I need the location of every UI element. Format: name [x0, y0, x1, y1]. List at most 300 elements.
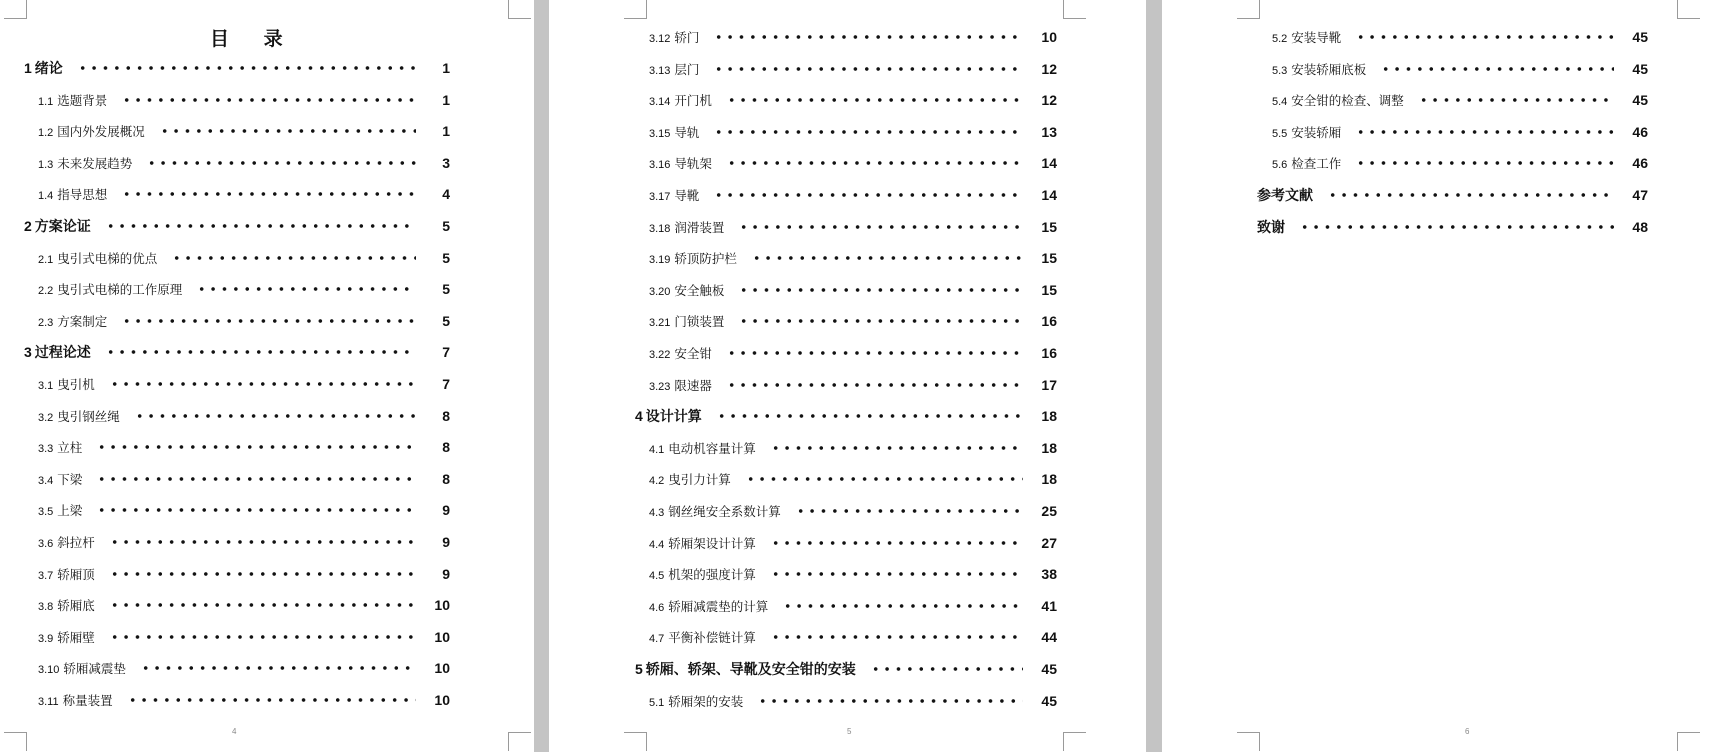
toc-entry-page: 10 — [1041, 29, 1057, 45]
toc-entry-page: 10 — [434, 628, 450, 645]
toc-entry-label — [649, 123, 713, 141]
dot-leader — [738, 318, 1023, 324]
dot-leader — [1355, 129, 1614, 135]
toc-entry-text: 方案论证 — [34, 219, 91, 235]
page-2 — [549, 0, 1146, 752]
toc-entry-page: 8 — [442, 439, 450, 456]
toc-entry[interactable] — [649, 343, 1057, 363]
dot-leader — [770, 571, 1023, 577]
dot-leader — [146, 160, 416, 166]
toc-entry-label — [38, 659, 140, 677]
toc-entry[interactable] — [38, 184, 450, 204]
dot-leader — [109, 602, 416, 608]
toc-entry-text: 设计计算 — [645, 409, 702, 426]
toc-entry-number: 5.5 — [1272, 127, 1288, 140]
toc-entry-number: 3.11 — [38, 696, 59, 708]
dot-leader — [795, 508, 1023, 514]
toc-entry-text: 参考文献 — [1257, 188, 1313, 204]
toc-entry-page: 7 — [442, 376, 450, 392]
toc-entry-text: 导轨架 — [674, 156, 712, 172]
toc-entry[interactable] — [38, 627, 450, 647]
toc-entry-text: 轿顶防护栏 — [674, 251, 737, 267]
toc-entry-label — [649, 565, 770, 583]
toc-entry-label — [1272, 154, 1355, 172]
toc-entry[interactable] — [649, 59, 1057, 79]
toc-entry[interactable] — [38, 564, 450, 584]
toc-entry[interactable] — [649, 122, 1057, 142]
toc-entry-text: 曳引机 — [57, 377, 95, 392]
dot-leader — [121, 318, 416, 324]
toc-entry[interactable] — [649, 691, 1057, 711]
toc-entry[interactable] — [649, 280, 1057, 300]
toc-entry-text: 机架的强度计算 — [668, 567, 756, 583]
toc-entry-number: 3.9 — [38, 632, 54, 645]
toc-entry[interactable] — [1272, 122, 1648, 142]
toc-entry-number: 1.1 — [38, 95, 54, 108]
toc-entry-label — [649, 249, 751, 267]
toc-entry-number: 3.18 — [649, 222, 671, 235]
toc-entry-page: 1 — [442, 91, 450, 108]
toc-entry-text: 安装导靴 — [1291, 30, 1342, 45]
dot-leader — [726, 350, 1023, 356]
toc-entry[interactable] — [38, 90, 450, 110]
toc-entry[interactable] — [1272, 27, 1648, 47]
toc-entry-page: 45 — [1041, 661, 1057, 677]
toc-entry[interactable] — [649, 311, 1057, 331]
toc-entry-text: 导靴 — [674, 188, 700, 203]
toc-entry-label — [649, 218, 738, 236]
toc-entry-page: 44 — [1041, 629, 1057, 646]
toc-entry-number: 3.3 — [38, 443, 54, 456]
toc-entry-text: 润滑装置 — [674, 219, 725, 235]
dot-leader — [127, 697, 416, 703]
toc-entry-text: 曳引力计算 — [668, 472, 731, 488]
toc-entry-page: 16 — [1041, 313, 1057, 330]
toc-entry[interactable] — [38, 469, 450, 489]
toc-entry-text: 指导思想 — [57, 187, 108, 203]
dot-leader — [726, 97, 1023, 103]
toc-entry[interactable] — [1257, 185, 1648, 205]
toc-entry-label — [38, 375, 109, 393]
toc-entry-number: 2.1 — [38, 253, 54, 266]
toc-entry-label — [649, 186, 713, 204]
page-number: 4 — [232, 727, 237, 736]
toc-entry-label — [38, 470, 96, 488]
toc-entry-number: 4 — [635, 408, 643, 425]
toc-entry[interactable] — [649, 533, 1057, 553]
page-number: 6 — [1465, 727, 1470, 736]
toc-entry-page: 9 — [442, 502, 450, 519]
dot-leader — [109, 634, 416, 640]
toc-entry-number: 3.8 — [38, 601, 54, 614]
toc-entry-label — [24, 58, 77, 78]
toc-entry-label — [649, 628, 770, 646]
toc-entry-label — [635, 659, 870, 679]
toc-entry-number: 5.6 — [1272, 159, 1288, 172]
dot-leader — [738, 224, 1023, 230]
toc-entry-label — [649, 28, 713, 46]
toc-entry-number: 3.14 — [649, 96, 671, 109]
toc-entry-label — [24, 342, 105, 362]
dot-leader — [105, 223, 416, 229]
toc-entry-label — [38, 249, 171, 267]
toc-entry-page: 1 — [442, 60, 450, 76]
toc-entry-text: 轿厢底 — [57, 598, 95, 614]
dot-leader — [121, 191, 416, 197]
dot-leader — [713, 66, 1023, 72]
dot-leader — [109, 381, 416, 387]
dot-leader — [770, 634, 1023, 640]
toc-entry-number: 3.17 — [649, 191, 671, 203]
toc-entry-label — [38, 438, 96, 456]
toc-entry-number: 5.4 — [1272, 96, 1288, 109]
toc-entry-label — [649, 502, 795, 520]
toc-entry-number: 5.2 — [1272, 33, 1288, 45]
dot-leader — [1327, 192, 1614, 198]
toc-entry[interactable] — [649, 27, 1057, 47]
dot-leader — [1355, 160, 1614, 166]
dot-leader — [96, 507, 416, 513]
toc-entry-number: 1.4 — [38, 190, 54, 203]
toc-entry-text: 层门 — [674, 61, 700, 77]
toc-entry-text: 检查工作 — [1291, 156, 1342, 172]
dot-leader — [96, 444, 416, 450]
toc-entry-page: 18 — [1041, 471, 1057, 488]
toc-entry[interactable] — [38, 437, 450, 457]
dot-leader — [171, 255, 416, 261]
toc-entry-number: 4.7 — [649, 633, 665, 646]
toc-entry[interactable] — [649, 90, 1057, 110]
toc-entry[interactable] — [1272, 153, 1648, 173]
toc-entry-label — [1272, 91, 1418, 109]
toc-entry[interactable] — [38, 690, 450, 710]
toc-entry-label — [649, 692, 757, 710]
toc-entry-text: 致谢 — [1257, 219, 1285, 236]
page-3 — [1162, 0, 1710, 752]
toc-entry-page: 46 — [1632, 155, 1648, 172]
toc-entry[interactable] — [649, 596, 1057, 616]
toc-entry-label — [38, 91, 121, 109]
toc-entry[interactable] — [649, 627, 1057, 647]
dot-leader — [1355, 34, 1614, 40]
dot-leader — [77, 65, 416, 71]
toc-entry[interactable] — [38, 121, 450, 141]
dot-leader — [1380, 66, 1614, 72]
toc-entry-text: 开门机 — [674, 93, 712, 109]
toc-entry-number: 1 — [24, 60, 32, 76]
toc-entry-text: 安装轿厢 — [1291, 124, 1342, 140]
toc-entry-page: 5 — [442, 218, 450, 234]
toc-entry-label — [649, 439, 770, 457]
toc-entry-page: 14 — [1041, 187, 1057, 203]
dot-leader — [1299, 224, 1614, 230]
toc-entry-label — [38, 185, 121, 203]
toc-entry-page: 16 — [1041, 345, 1057, 361]
toc-entry[interactable] — [649, 248, 1057, 268]
dot-leader — [105, 349, 416, 355]
page-1 — [0, 0, 534, 752]
toc-entry[interactable] — [24, 216, 450, 236]
toc-entry[interactable] — [649, 438, 1057, 458]
toc-entry-text: 绪论 — [34, 61, 63, 77]
toc-entry-text: 轿厢架的安装 — [668, 693, 744, 709]
toc-entry-label — [38, 280, 196, 298]
dot-leader — [745, 476, 1023, 482]
dot-leader — [109, 571, 416, 577]
toc-entry-page: 8 — [442, 407, 450, 424]
toc-entry-page: 15 — [1041, 218, 1057, 235]
dot-leader — [713, 129, 1023, 135]
toc-entry-label — [649, 470, 745, 488]
toc-entry-text: 门锁装置 — [674, 314, 725, 330]
toc-entry-label — [649, 91, 726, 109]
toc-entry-text: 立柱 — [57, 440, 83, 456]
toc-entry[interactable] — [38, 406, 450, 426]
toc-entry-text: 安全钳 — [674, 346, 712, 361]
toc-entry-page: 47 — [1632, 187, 1648, 203]
dot-leader — [134, 413, 416, 419]
toc-entry[interactable] — [1272, 59, 1648, 79]
toc-entry-label — [38, 154, 146, 172]
toc-entry-number: 2 — [24, 218, 32, 234]
toc-entry-page: 5 — [442, 281, 450, 298]
dot-leader — [716, 413, 1023, 419]
toc-entry-number: 3.1 — [38, 380, 54, 392]
toc-entry-page: 12 — [1041, 92, 1057, 109]
toc-entry-label — [649, 376, 726, 394]
toc-entry-number: 5.1 — [649, 696, 665, 709]
toc-entry-label — [649, 597, 782, 615]
toc-entry-label — [635, 406, 716, 426]
toc-entry-page: 18 — [1041, 408, 1057, 425]
toc-entry-number: 1.3 — [38, 158, 54, 171]
toc-entry-number: 4.4 — [649, 538, 665, 551]
toc-entry[interactable] — [38, 311, 450, 331]
toc-entry-page: 45 — [1632, 29, 1648, 45]
toc-entry-text: 平衡补偿链计算 — [668, 630, 756, 646]
toc-entry-number: 4.6 — [649, 601, 665, 614]
dot-leader — [770, 445, 1023, 451]
toc-entry-label — [38, 628, 109, 646]
toc-entry-label — [38, 407, 134, 425]
toc-entry-text: 限速器 — [674, 377, 712, 393]
toc-entry-label — [649, 534, 770, 552]
toc-entry-text: 导轨 — [674, 124, 700, 140]
dot-leader — [738, 287, 1023, 293]
toc-entry-number: 3.7 — [38, 569, 54, 582]
toc-entry-number: 4.3 — [649, 507, 665, 519]
toc-entry-number: 3.4 — [38, 474, 54, 487]
dot-leader — [870, 666, 1023, 672]
toc-entry[interactable] — [649, 185, 1057, 205]
toc-entry-text: 轿厢减震垫 — [63, 661, 126, 677]
toc-entry[interactable] — [24, 58, 450, 78]
toc-entry-label — [649, 154, 726, 172]
toc-entry-number: 4.2 — [649, 475, 665, 488]
toc-entry-number: 3.22 — [649, 349, 671, 361]
toc-entry-text: 轿厢架设计计算 — [668, 535, 756, 551]
toc-entry[interactable] — [1272, 90, 1648, 110]
toc-entry[interactable] — [649, 501, 1057, 521]
dot-leader — [196, 286, 416, 292]
toc-entry-number: 5.3 — [1272, 64, 1288, 77]
toc-entry-label — [649, 281, 738, 299]
dot-leader — [726, 160, 1023, 166]
toc-entry-number: 5 — [635, 661, 643, 677]
toc-entry-text: 钢丝绳安全系数计算 — [668, 504, 781, 519]
toc-entry-label — [38, 565, 109, 583]
toc-title: 目 录 — [210, 28, 297, 50]
toc-entry-number: 3.16 — [649, 159, 671, 172]
toc-entry[interactable] — [1257, 217, 1648, 237]
toc-entry-label — [38, 691, 127, 709]
toc-entry-page: 45 — [1041, 692, 1057, 709]
toc-entry-number: 3.6 — [38, 538, 54, 550]
dot-leader — [96, 476, 416, 482]
toc-entry[interactable] — [649, 375, 1057, 395]
toc-entry-text: 安全钳的检查、调整 — [1291, 93, 1404, 109]
toc-entry-number: 4.1 — [649, 443, 665, 456]
toc-entry-number: 4.5 — [649, 570, 665, 583]
toc-entry-text: 电动机容量计算 — [668, 440, 756, 456]
toc-entry-text: 方案制定 — [57, 313, 108, 329]
toc-entry-text: 轿门 — [674, 30, 700, 45]
toc-entry-text: 上梁 — [57, 503, 83, 519]
toc-entry-number: 3.21 — [649, 317, 671, 330]
toc-entry-number: 3.23 — [649, 380, 671, 393]
dot-leader — [109, 539, 416, 545]
toc-entry-page: 46 — [1632, 123, 1648, 140]
toc-entry-text: 过程论述 — [34, 345, 91, 362]
dot-leader — [726, 382, 1023, 388]
toc-entry-page: 5 — [442, 312, 450, 329]
toc-entry-label — [38, 501, 96, 519]
toc-entry-page: 38 — [1041, 566, 1057, 583]
toc-entry-number: 3.13 — [649, 64, 671, 77]
toc-entry-label — [24, 216, 105, 236]
toc-entry[interactable] — [38, 374, 450, 394]
toc-entry-page: 15 — [1041, 250, 1057, 267]
toc-entry[interactable] — [649, 153, 1057, 173]
toc-entry-number: 3.10 — [38, 664, 60, 677]
toc-entry-text: 轿厢壁 — [57, 629, 95, 645]
toc-entry-label — [1272, 28, 1355, 46]
toc-entry-label — [1257, 185, 1327, 205]
toc-entry-text: 称量装置 — [62, 693, 113, 708]
toc-entry-text: 安装轿厢底板 — [1291, 61, 1367, 77]
toc-entry-page: 18 — [1041, 439, 1057, 456]
toc-entry-page: 48 — [1632, 218, 1648, 235]
toc-entry-label — [649, 312, 738, 330]
dot-leader — [1418, 97, 1614, 103]
toc-entry-page: 4 — [442, 186, 450, 203]
toc-entry-page: 15 — [1041, 281, 1057, 298]
dot-leader — [713, 192, 1023, 198]
toc-entry-page: 27 — [1041, 534, 1057, 551]
toc-entry-number: 3.15 — [649, 127, 671, 140]
toc-entry-label — [1272, 123, 1355, 141]
toc-entry-page: 12 — [1041, 60, 1057, 77]
toc-entry-page: 10 — [434, 660, 450, 677]
toc-entry-text: 安全触板 — [674, 282, 725, 298]
dot-leader — [121, 97, 416, 103]
toc-entry-number: 1.2 — [38, 127, 54, 140]
toc-entry-label — [38, 596, 109, 614]
toc-entry-text: 斜拉杆 — [57, 535, 95, 550]
toc-entry[interactable] — [24, 342, 450, 362]
toc-entry-page: 9 — [442, 534, 450, 550]
toc-entry[interactable] — [38, 595, 450, 615]
toc-entry-page: 3 — [442, 154, 450, 171]
toc-entry-label — [1272, 60, 1380, 78]
dot-leader — [751, 255, 1023, 261]
dot-leader — [770, 540, 1023, 546]
dot-leader — [782, 603, 1023, 609]
toc-entry-page: 45 — [1632, 60, 1648, 77]
toc-entry[interactable] — [649, 564, 1057, 584]
toc-entry[interactable] — [649, 469, 1057, 489]
toc-entry-page: 7 — [442, 344, 450, 361]
dot-leader — [757, 698, 1023, 704]
toc-entry-text: 下梁 — [57, 471, 83, 487]
toc-entry[interactable] — [38, 658, 450, 678]
toc-entry-number: 3.5 — [38, 506, 54, 519]
toc-entry-text: 曳引式电梯的工作原理 — [57, 282, 183, 298]
toc-entry-page: 5 — [442, 249, 450, 266]
toc-entry-number: 3.20 — [649, 285, 671, 298]
toc-entry-text: 未来发展趋势 — [57, 155, 133, 171]
toc-entry-label — [649, 344, 726, 362]
toc-entry[interactable] — [649, 217, 1057, 237]
toc-entry-page: 25 — [1041, 503, 1057, 519]
toc-entry-page: 17 — [1041, 376, 1057, 393]
toc-entry[interactable] — [38, 532, 450, 552]
toc-entry-label — [38, 533, 109, 551]
toc-entry-text: 轿厢、轿架、导靴及安全钳的安装 — [645, 662, 856, 678]
toc-entry-text: 轿厢减震垫的计算 — [668, 598, 769, 614]
toc-entry-text: 选题背景 — [57, 92, 108, 108]
toc-entry-number: 3.2 — [38, 411, 54, 424]
toc-entry-text: 轿厢顶 — [57, 566, 95, 582]
toc-entry-text: 国内外发展概况 — [57, 124, 145, 140]
toc-entry-label — [1257, 217, 1299, 237]
toc-entry[interactable] — [38, 500, 450, 520]
toc-entry-text: 曳引式电梯的优点 — [57, 250, 158, 266]
toc-entry-page: 10 — [434, 692, 450, 708]
dot-leader — [140, 665, 416, 671]
toc-entry-page: 10 — [434, 597, 450, 614]
toc-entry[interactable] — [38, 153, 450, 173]
page-number: 5 — [847, 727, 852, 736]
toc-entry-number: 3.19 — [649, 254, 671, 267]
toc-entry-page: 41 — [1041, 597, 1057, 614]
toc-entry-label — [38, 312, 121, 330]
toc-entry-page: 1 — [442, 123, 450, 140]
toc-entry[interactable] — [38, 279, 450, 299]
toc-entry-page: 14 — [1041, 155, 1057, 172]
toc-entry-label — [38, 122, 159, 140]
toc-entry[interactable] — [635, 406, 1057, 426]
toc-entry[interactable] — [38, 248, 450, 268]
toc-entry-number: 3 — [24, 344, 32, 361]
toc-entry-number: 2.2 — [38, 285, 54, 298]
toc-entry-label — [649, 60, 713, 78]
dot-leader — [713, 34, 1023, 40]
toc-entry[interactable] — [635, 659, 1057, 679]
toc-entry-page: 9 — [442, 565, 450, 582]
toc-entry-page: 8 — [442, 470, 450, 487]
toc-entry-number: 2.3 — [38, 316, 54, 329]
